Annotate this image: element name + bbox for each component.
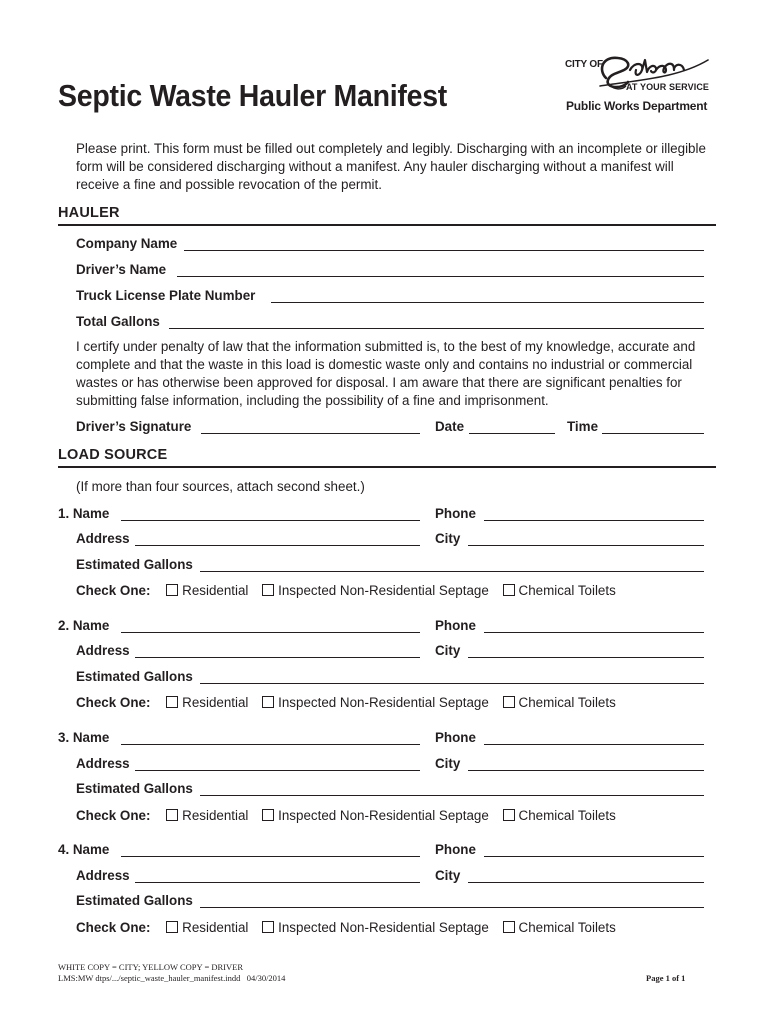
source-phone-label: Phone bbox=[435, 506, 476, 521]
intro-paragraph: Please print. This form must be filled out completely and legibly. Discharging with an incomplete or illegible form will be considered discharging without a manifest. Any hauler discharging without a manifest will receive a fine and possible revocation of the permit. bbox=[76, 141, 706, 192]
footer bbox=[58, 962, 285, 984]
checkbox[interactable] bbox=[262, 584, 274, 596]
load-source-rule bbox=[58, 466, 716, 468]
logo-city-of: CITY OF bbox=[565, 59, 603, 70]
option-label: Residential bbox=[182, 695, 249, 710]
source-gallons-label: Estimated Gallons bbox=[76, 893, 193, 908]
option-label: Chemical Toilets bbox=[518, 583, 616, 598]
checkbox[interactable] bbox=[166, 584, 178, 596]
option-label: Chemical Toilets bbox=[518, 920, 616, 935]
checkbox[interactable] bbox=[262, 696, 274, 708]
source-city-field[interactable] bbox=[468, 882, 704, 883]
company-name-label: Company Name bbox=[76, 236, 178, 251]
driver-name-field[interactable] bbox=[177, 276, 704, 277]
source-address-label: Address bbox=[76, 643, 130, 658]
source-address-field[interactable] bbox=[135, 770, 420, 771]
plate-number-label: Truck License Plate Number bbox=[76, 288, 256, 303]
source-name-label: 1. Name bbox=[58, 506, 110, 521]
source-gallons-field[interactable] bbox=[200, 683, 704, 684]
source-name-field[interactable] bbox=[121, 520, 420, 521]
source-phone-field[interactable] bbox=[484, 632, 704, 633]
source-city-label: City bbox=[435, 643, 461, 658]
check-one-label: Check One: bbox=[76, 695, 151, 710]
signature-label: Driver’s Signature bbox=[76, 419, 192, 434]
check-one-label: Check One: bbox=[76, 583, 151, 598]
check-one-label: Check One: bbox=[76, 920, 151, 935]
source-phone-field[interactable] bbox=[484, 856, 704, 857]
source-phone-label: Phone bbox=[435, 618, 476, 633]
plate-number-field[interactable] bbox=[271, 302, 704, 303]
option-label: Residential bbox=[182, 808, 249, 823]
source-gallons-field[interactable] bbox=[200, 795, 704, 796]
checkbox[interactable] bbox=[503, 809, 515, 821]
total-gallons-field[interactable] bbox=[169, 328, 704, 329]
source-phone-field[interactable] bbox=[484, 744, 704, 745]
source-city-field[interactable] bbox=[468, 657, 704, 658]
source-name-field[interactable] bbox=[121, 744, 420, 745]
total-gallons-label: Total Gallons bbox=[76, 314, 160, 329]
source-name-label: 3. Name bbox=[58, 730, 110, 745]
date-field[interactable] bbox=[469, 433, 555, 434]
option-label: Inspected Non-Residential Septage bbox=[278, 920, 489, 935]
source-phone-field[interactable] bbox=[484, 520, 704, 521]
non-residential-option[interactable] bbox=[262, 808, 489, 823]
page-number: Page 1 of 1 bbox=[646, 973, 686, 983]
source-type-checks bbox=[76, 808, 626, 823]
logo-department: Public Works Department bbox=[566, 99, 708, 113]
checkbox[interactable] bbox=[166, 696, 178, 708]
option-label: Inspected Non-Residential Septage bbox=[278, 583, 489, 598]
source-gallons-label: Estimated Gallons bbox=[76, 669, 193, 684]
checkbox[interactable] bbox=[503, 584, 515, 596]
source-address-label: Address bbox=[76, 756, 130, 771]
checkbox[interactable] bbox=[503, 696, 515, 708]
option-label: Chemical Toilets bbox=[518, 808, 616, 823]
source-gallons-label: Estimated Gallons bbox=[76, 557, 193, 572]
source-type-checks bbox=[76, 920, 626, 935]
source-city-label: City bbox=[435, 868, 461, 883]
source-city-field[interactable] bbox=[468, 545, 704, 546]
check-one-label: Check One: bbox=[76, 808, 151, 823]
checkbox[interactable] bbox=[166, 809, 178, 821]
source-phone-label: Phone bbox=[435, 730, 476, 745]
company-name-field[interactable] bbox=[184, 250, 704, 251]
source-type-checks bbox=[76, 695, 626, 710]
option-label: Residential bbox=[182, 920, 249, 935]
chemical-toilets-option[interactable] bbox=[503, 695, 616, 710]
checkbox[interactable] bbox=[166, 921, 178, 933]
option-label: Residential bbox=[182, 583, 249, 598]
chemical-toilets-option[interactable] bbox=[503, 583, 616, 598]
non-residential-option[interactable] bbox=[262, 583, 489, 598]
load-source-heading: LOAD SOURCE bbox=[58, 447, 168, 463]
source-address-field[interactable] bbox=[135, 545, 420, 546]
source-name-label: 4. Name bbox=[58, 842, 110, 857]
city-logo bbox=[548, 50, 718, 120]
checkbox[interactable] bbox=[262, 809, 274, 821]
non-residential-option[interactable] bbox=[262, 920, 489, 935]
non-residential-option[interactable] bbox=[262, 695, 489, 710]
logo-tagline: AT YOUR SERVICE bbox=[626, 82, 710, 92]
checkbox[interactable] bbox=[503, 921, 515, 933]
source-address-label: Address bbox=[76, 868, 130, 883]
source-name-field[interactable] bbox=[121, 856, 420, 857]
source-city-field[interactable] bbox=[468, 770, 704, 771]
footer-copies: WHITE COPY = CITY; YELLOW COPY = DRIVER bbox=[58, 962, 244, 972]
source-gallons-label: Estimated Gallons bbox=[76, 781, 193, 796]
residential-option[interactable] bbox=[166, 920, 248, 935]
load-source-note: (If more than four sources, attach second sheet.) bbox=[76, 479, 365, 494]
driver-name-label: Driver’s Name bbox=[76, 262, 167, 277]
residential-option[interactable] bbox=[166, 695, 248, 710]
source-phone-label: Phone bbox=[435, 842, 476, 857]
option-label: Chemical Toilets bbox=[518, 695, 616, 710]
source-address-label: Address bbox=[76, 531, 130, 546]
checkbox[interactable] bbox=[262, 921, 274, 933]
residential-option[interactable] bbox=[166, 808, 248, 823]
source-gallons-field[interactable] bbox=[200, 907, 704, 908]
time-label: Time bbox=[567, 419, 599, 434]
certification-text: I certify under penalty of law that the information submitted is, to the best of my knowledge, accurate and complete and that the waste in this load is domestic waste only and contains no industrial or commercial wastes or has otherwise been approved for disposal. I am aware that there are significant penalties for submitting false information, including the possibility of a fine and imprisonment. bbox=[76, 339, 696, 408]
option-label: Inspected Non-Residential Septage bbox=[278, 695, 489, 710]
page-title: Septic Waste Hauler Manifest bbox=[58, 78, 448, 113]
source-name-label: 2. Name bbox=[58, 618, 110, 633]
source-name-field[interactable] bbox=[121, 632, 420, 633]
date-label: Date bbox=[435, 419, 465, 434]
chemical-toilets-option[interactable] bbox=[503, 920, 616, 935]
source-city-label: City bbox=[435, 531, 461, 546]
chemical-toilets-option[interactable] bbox=[503, 808, 616, 823]
residential-option[interactable] bbox=[166, 583, 248, 598]
source-address-field[interactable] bbox=[135, 657, 420, 658]
signature-field[interactable] bbox=[201, 433, 420, 434]
source-city-label: City bbox=[435, 756, 461, 771]
source-address-field[interactable] bbox=[135, 882, 420, 883]
time-field[interactable] bbox=[602, 433, 704, 434]
hauler-heading: HAULER bbox=[58, 205, 120, 221]
hauler-rule bbox=[58, 224, 716, 226]
option-label: Inspected Non-Residential Septage bbox=[278, 808, 489, 823]
source-type-checks bbox=[76, 583, 626, 598]
footer-file-path: LMS:MW dtps/.../septic_waste_hauler_manifest.indd 04/30/2014 bbox=[58, 973, 286, 983]
source-gallons-field[interactable] bbox=[200, 571, 704, 572]
